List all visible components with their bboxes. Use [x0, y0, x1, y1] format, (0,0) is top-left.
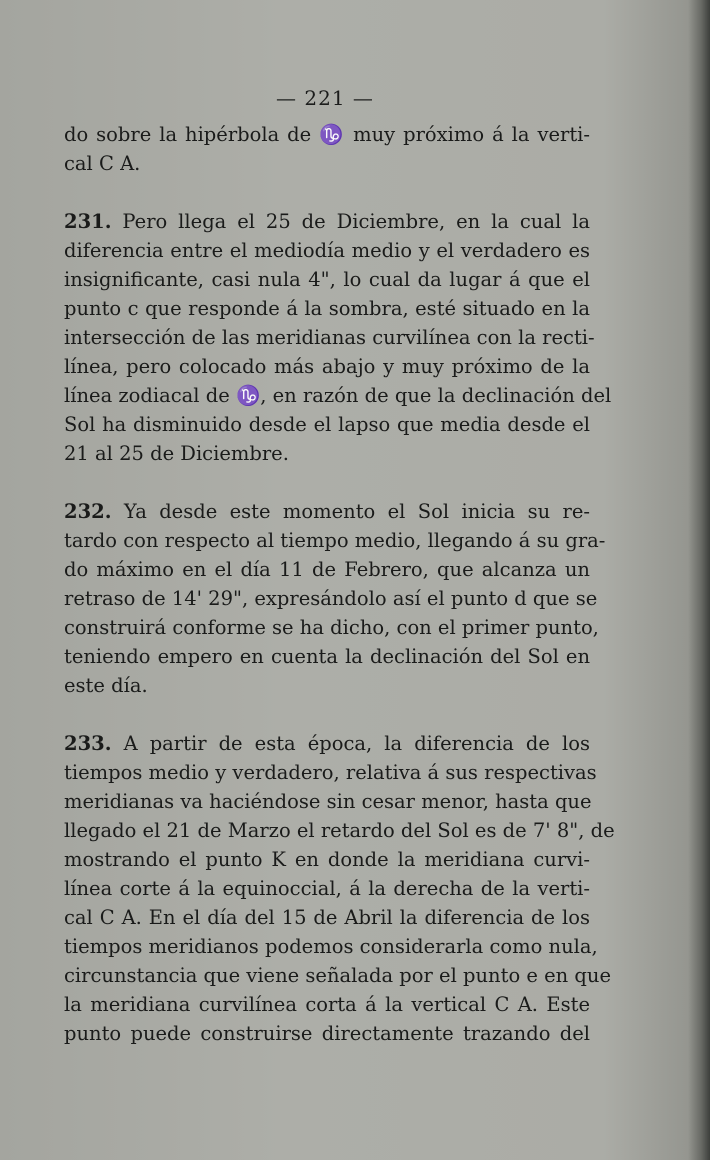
text-line: 232. Ya desde este momento el Sol inicia su re- — [64, 500, 590, 523]
text-line: circunstancia que viene señalada por el punto e en que — [64, 964, 612, 987]
text-line: Sol ha disminuido desde el lapso que media desde el — [64, 413, 590, 436]
page-number: — 221 — — [276, 86, 374, 110]
text-line: cal C A. — [64, 152, 141, 175]
text-line: meridianas va haciéndose sin cesar menor, hasta que — [64, 790, 592, 813]
text-line: 233. A partir de esta época, la diferencia de los — [64, 732, 590, 755]
paragraph-number: 233. — [64, 732, 112, 755]
text-line: punto puede construirse directamente trazando del — [64, 1022, 590, 1045]
text-line: do máximo en el día 11 de Febrero, que alcanza un — [64, 558, 590, 581]
paragraph-number: 231. — [64, 210, 112, 233]
text-line: cal C A. En el día del 15 de Abril la diferencia de los — [64, 906, 590, 929]
paragraph-number: 232. — [64, 500, 112, 523]
text-line: la meridiana curvilínea corta á la vertical C A. Este — [64, 993, 590, 1016]
text-line: construirá conforme se ha dicho, con el primer punto, — [64, 616, 599, 639]
text-line: mostrando el punto K en donde la meridiana curvi- — [64, 848, 590, 871]
text-line: línea, pero colocado más abajo y muy próximo de la — [64, 355, 590, 378]
body-text — [64, 120, 615, 1048]
text-line: teniendo empero en cuenta la declinación del Sol en — [64, 645, 590, 668]
text-line: línea corte á la equinoccial, á la derecha de la verti- — [64, 877, 590, 900]
text-line: este día. — [64, 674, 148, 697]
text-line: 231. Pero llega el 25 de Diciembre, en la cual la — [64, 210, 590, 233]
text-line: diferencia entre el mediodía medio y el verdadero es — [64, 239, 590, 262]
paragraph-233 — [64, 729, 615, 1048]
text-line: intersección de las meridianas curvilínea con la recti- — [64, 326, 595, 349]
text-line: línea zodiacal de ♑, en razón de que la declinación del — [64, 384, 612, 407]
text-line: 21 al 25 de Diciembre. — [64, 442, 289, 465]
text-line: tiempos meridianos podemos considerarla como nula, — [64, 935, 598, 958]
paragraph-231 — [64, 207, 612, 468]
text-line: tardo con respecto al tiempo medio, llegando á su gra- — [64, 529, 606, 552]
page-edge-shadow — [688, 0, 710, 1160]
text-line: retraso de 14' 29", expresándolo así el punto d que se — [64, 587, 598, 610]
paragraph-232 — [64, 497, 606, 700]
text-line: llegado el 21 de Marzo el retardo del Sol es de 7' 8", de — [64, 819, 615, 842]
text-line: punto c que responde á la sombra, esté situado en la — [64, 297, 590, 320]
text-line: tiempos medio y verdadero, relativa á sus respectivas — [64, 761, 597, 784]
text-line: do sobre la hipérbola de ♑ muy próximo á la verti- — [64, 123, 590, 146]
intro-fragment — [64, 120, 590, 178]
text-line: insignificante, casi nula 4", lo cual da lugar á que el — [64, 268, 590, 291]
